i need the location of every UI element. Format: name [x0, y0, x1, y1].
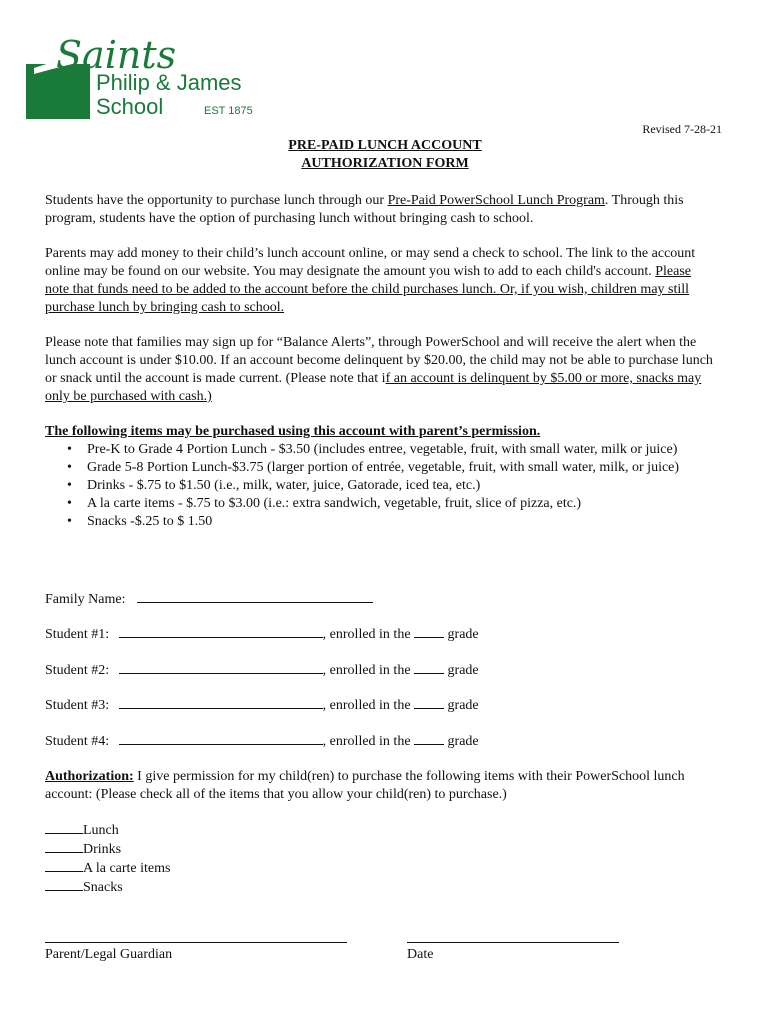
p2-text: Parents may add money to their child’s lunch account online, or may send a check to school. The link to the account online may be found on our website. You may designate the amount you wish to add to each child's account. — [45, 246, 696, 279]
enrolled-text: , enrolled in the — [322, 627, 411, 642]
enrolled-text: , enrolled in the — [322, 734, 411, 749]
check-field[interactable] — [45, 878, 83, 891]
list-item: • A la carte items - $.75 to $3.00 (i.e.: extra sandwich, vegetable, fruit, slice of pizza, etc.) — [87, 495, 717, 513]
p1-text-b: . Through this program, students have the option of purchasing lunch without bringing cash to school. — [45, 193, 684, 226]
student-name-field[interactable] — [119, 661, 323, 674]
check-item-drinks — [45, 840, 170, 859]
logo-script: Saints — [56, 33, 177, 77]
student-name-field[interactable] — [119, 625, 323, 638]
date-field[interactable] — [407, 942, 619, 943]
list-item: • Snacks -$.25 to $ 1.50 — [87, 513, 717, 531]
items-heading: The following items may be purchased using this account with parent’s permission. — [45, 424, 541, 439]
title-line2: AUTHORIZATION FORM — [301, 156, 469, 171]
logo-line1: Philip & James — [96, 70, 242, 95]
grade-field[interactable] — [414, 732, 444, 745]
school-logo-graphic — [24, 28, 264, 123]
grade-text: grade — [447, 698, 479, 713]
check-label: Snacks — [83, 880, 123, 895]
alerts-paragraph — [45, 334, 717, 406]
student-row — [45, 696, 479, 715]
authorization-paragraph — [45, 768, 717, 804]
p3-note: f an account is delinquent by $5.00 or more, snacks may only be purchased with cash.) — [45, 371, 702, 404]
check-item-lunch — [45, 821, 170, 840]
student-label: Student #1: — [45, 627, 110, 642]
student-name-field[interactable] — [119, 732, 323, 745]
parent-signature-label: Parent/Legal Guardian — [45, 947, 173, 962]
page-title — [0, 137, 770, 173]
list-item: • Grade 5-8 Portion Lunch-$3.75 (larger portion of entrée, vegetable, fruit, with small water, milk, or juice) — [87, 459, 717, 477]
student-row — [45, 625, 479, 644]
check-label: Drinks — [83, 842, 122, 857]
list-item: • Pre-K to Grade 4 Portion Lunch - $3.50 (includes entree, vegetable, fruit, with small water, milk or juice) — [87, 441, 717, 459]
title-line1: PRE-PAID LUNCH ACCOUNT — [288, 138, 482, 153]
grade-text: grade — [447, 663, 479, 678]
authorization-text: I give permission for my child(ren) to purchase the following items with their PowerSchool lunch account: (Please check all of the items that you allow your child(ren) to purchase.) — [45, 769, 685, 802]
funding-paragraph — [45, 245, 717, 317]
items-section — [45, 423, 717, 531]
parent-signature-field[interactable] — [45, 942, 347, 943]
logo-est: EST 1875 — [204, 105, 253, 117]
items-list — [45, 441, 717, 531]
p2-note: Please note that funds need to be added to the account before the child purchases lunch. Or, if you wish, children may still purchase lunch by bringing cash to school. — [45, 264, 692, 315]
enrolled-text: , enrolled in the — [322, 663, 411, 678]
intro-paragraph — [45, 192, 717, 228]
program-link: Pre-Paid PowerSchool Lunch Program — [387, 193, 605, 208]
student-name-field[interactable] — [119, 696, 323, 709]
grade-field[interactable] — [414, 625, 444, 638]
school-logo — [24, 28, 264, 123]
student-row — [45, 732, 479, 751]
grade-field[interactable] — [414, 696, 444, 709]
family-name-label: Family Name: — [45, 592, 126, 607]
grade-text: grade — [447, 734, 479, 749]
student-row — [45, 661, 479, 680]
check-field[interactable] — [45, 840, 83, 853]
check-field[interactable] — [45, 859, 83, 872]
family-name-row — [45, 590, 373, 609]
check-label: Lunch — [83, 823, 119, 838]
grade-text: grade — [447, 627, 479, 642]
student-label: Student #2: — [45, 663, 110, 678]
logo-line2: School — [96, 94, 164, 119]
check-item-snacks — [45, 878, 170, 897]
checklist — [45, 821, 170, 897]
p3-text: Please note that families may sign up for “Balance Alerts”, through PowerSchool and will receive the alert when the lunch account is under $10.00. If an account become delinquent by $20.00, the child may not be able to purchase lunch or snack until the account is made current. (Please note that i — [45, 335, 713, 386]
date-label: Date — [407, 947, 434, 962]
authorization-label: Authorization: — [45, 769, 134, 784]
grade-field[interactable] — [414, 661, 444, 674]
check-label: A la carte items — [83, 861, 171, 876]
check-item-a-la-carte — [45, 859, 170, 878]
student-label: Student #4: — [45, 734, 110, 749]
p1-text-a: Students have the opportunity to purchase lunch through our — [45, 193, 388, 208]
check-field[interactable] — [45, 821, 83, 834]
enrolled-text: , enrolled in the — [322, 698, 411, 713]
student-label: Student #3: — [45, 698, 110, 713]
family-name-field[interactable] — [137, 590, 373, 603]
list-item: • Drinks - $.75 to $1.50 (i.e., milk, water, juice, Gatorade, iced tea, etc.) — [87, 477, 717, 495]
revised-date: Revised 7-28-21 — [642, 122, 722, 136]
